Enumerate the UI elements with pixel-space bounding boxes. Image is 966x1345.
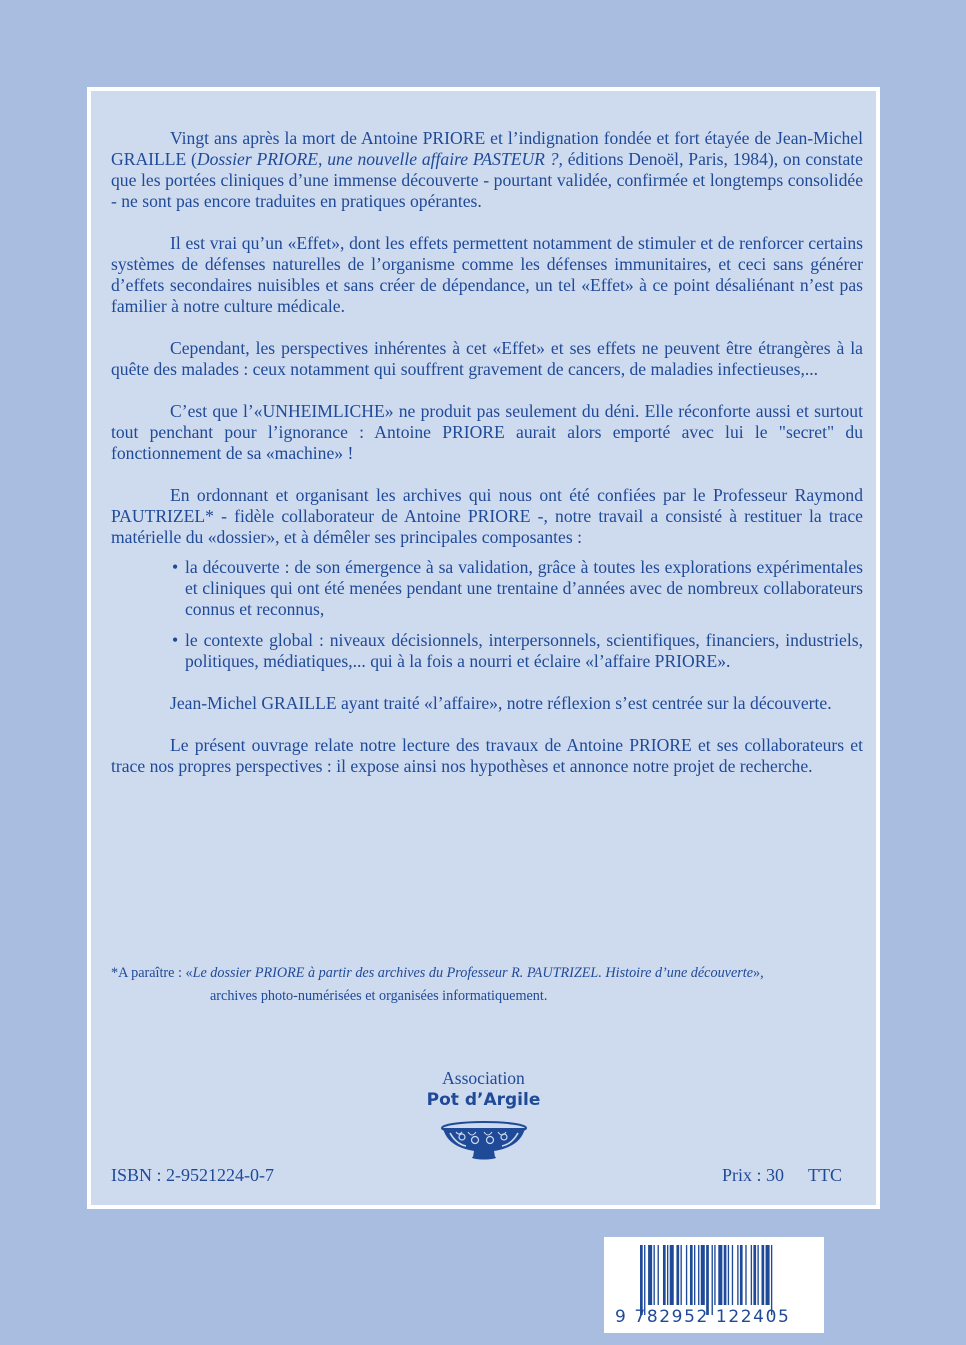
paragraph-1 bbox=[111, 128, 863, 212]
barcode-bar bbox=[663, 1245, 666, 1305]
bullet-icon: • bbox=[172, 557, 179, 577]
price-label: Prix : 30 bbox=[721, 1165, 784, 1185]
isbn-number: ISBN : 2-9521224-0-7 bbox=[111, 1165, 274, 1185]
footnote-title: Le dossier PRIORE à partir des archives du Professeur R. PAUTRIZEL. Histoire d’une découverte bbox=[192, 965, 754, 981]
barcode-bar bbox=[728, 1245, 729, 1305]
publisher-block bbox=[91, 1067, 876, 1160]
paragraph-5: En ordonnant et organisant les archives qui nous ont été confiées par le Professeur Raymond PAUTRIZEL* - fidèle collaborateur de Antoine PRIORE -, notre travail a consisté à restituer la trace matérielle du «dossier», et à démêler ses principales composantes : bbox=[111, 485, 863, 547]
list-item bbox=[111, 630, 863, 672]
barcode-bar bbox=[686, 1245, 687, 1305]
barcode-bar bbox=[706, 1245, 709, 1315]
barcode-bar bbox=[732, 1245, 733, 1305]
footnote-line-2: archives photo-numérisées et organisées informatiquement. bbox=[210, 988, 548, 1004]
barcode-bar bbox=[771, 1245, 772, 1315]
bullet-icon: • bbox=[172, 630, 179, 650]
barcode-bar bbox=[762, 1245, 765, 1305]
barcode-bar bbox=[681, 1245, 682, 1305]
list-item bbox=[111, 557, 863, 620]
barcode-bar bbox=[658, 1245, 659, 1305]
barcode-bar bbox=[745, 1245, 746, 1305]
barcode-bar bbox=[648, 1245, 652, 1305]
barcode-bar bbox=[654, 1245, 655, 1305]
components-list bbox=[111, 557, 863, 672]
list-item-text: le contexte global : niveaux décisionnels, interpersonnels, scientifiques, financiers, industriels, politiques, médiatiques,... qui à la fois a nourri et éclaire «l’affaire PRIORE». bbox=[185, 630, 863, 671]
barcode-bar bbox=[751, 1245, 752, 1305]
barcode-bar bbox=[766, 1245, 770, 1305]
barcode-bar bbox=[753, 1245, 756, 1305]
barcode bbox=[604, 1237, 824, 1333]
paragraph-2: Il est vrai qu’un «Effet», dont les effets permettent notamment de stimuler et de renforcer certains systèmes de défenses naturelles de l’organisme comme les défenses immunitaires, et ceci sans générer d’effets secondaires nuisibles et sans créer de dépendance, un tel «Effet» à ce point désaliénant n’est pas familier à notre culture médicale. bbox=[111, 233, 863, 316]
barcode-bar bbox=[644, 1245, 645, 1315]
barcode-bar bbox=[667, 1245, 668, 1305]
barcode-bar bbox=[718, 1245, 722, 1305]
barcode-bar bbox=[670, 1245, 674, 1305]
price bbox=[722, 1164, 842, 1186]
back-cover-panel bbox=[87, 87, 880, 1209]
barcode-digits: 9 782952 122405 bbox=[615, 1307, 791, 1327]
barcode-bar bbox=[640, 1245, 643, 1315]
price-tax: TTC bbox=[808, 1165, 842, 1185]
barcode-bar bbox=[757, 1245, 758, 1305]
barcode-bar bbox=[737, 1245, 738, 1305]
barcode-bar bbox=[740, 1245, 743, 1305]
footnote-suffix: », bbox=[753, 965, 764, 981]
publisher-name: Association bbox=[442, 1068, 525, 1088]
footnote-prefix: *A paraître : « bbox=[111, 965, 193, 981]
cited-book-title: Dossier PRIORE, une nouvelle affaire PASTEUR ?, bbox=[196, 149, 563, 169]
publisher-subname: Pot d’Argile bbox=[426, 1090, 541, 1110]
barcode-bar bbox=[676, 1245, 679, 1305]
barcode-bar bbox=[690, 1245, 693, 1305]
list-item-text: la découverte : de son émergence à sa validation, grâce à toutes les explorations expérimentales et cliniques qui ont été menées pendant une trentaine d’années avec de nombreux collaborateurs connus et reconnus, bbox=[185, 557, 863, 619]
barcode-bar bbox=[712, 1245, 713, 1315]
decorated-bowl-icon bbox=[440, 1120, 528, 1160]
barcode-bar bbox=[701, 1245, 705, 1305]
paragraph-1-text-start: Vingt ans après la mort de Antoine PRIORE et l’indignation fondée et fort étayée de Jean-Michel GRAILLE ( bbox=[111, 128, 863, 169]
barcode-bar bbox=[714, 1245, 715, 1305]
paragraph-7: Le présent ouvrage relate notre lecture des travaux de Antoine PRIORE et ses collaborateurs et trace nos propres perspectives : il expose ainsi nos hypothèses et annonce notre projet de recherche. bbox=[111, 735, 863, 776]
paragraph-3: Cependant, les perspectives inhérentes à cet «Effet» et ses effets ne peuvent être étrangères à la quête des malades : ceux notamment qui souffrent gravement de cancers, de maladies infectieuses,... bbox=[111, 338, 863, 379]
footnote bbox=[111, 962, 863, 1008]
barcode-bar bbox=[698, 1245, 699, 1305]
paragraph-6: Jean-Michel GRAILLE ayant traité «l’affaire», notre réflexion s’est centrée sur la découverte. bbox=[170, 693, 832, 713]
blurb-text bbox=[111, 128, 863, 777]
paragraph-4: C’est que l’«UNHEIMLICHE» ne produit pas seulement du déni. Elle réconforte aussi et surtout tout penchant pour l’ignorance : Antoine PRIORE aurait alors emporté avec lui le "secret" du fonctionnement de sa «machine» ! bbox=[111, 401, 863, 463]
barcode-bar bbox=[724, 1245, 727, 1305]
paragraph-1-text-end: éditions Denoël, Paris, 1984), on constate que les portées cliniques d’une immense découverte - pourtant validée, confirmée et longtemps consolidée - ne sont pas encore traduites en pratiques opérantes. bbox=[111, 149, 863, 211]
barcode-bar bbox=[694, 1245, 695, 1305]
